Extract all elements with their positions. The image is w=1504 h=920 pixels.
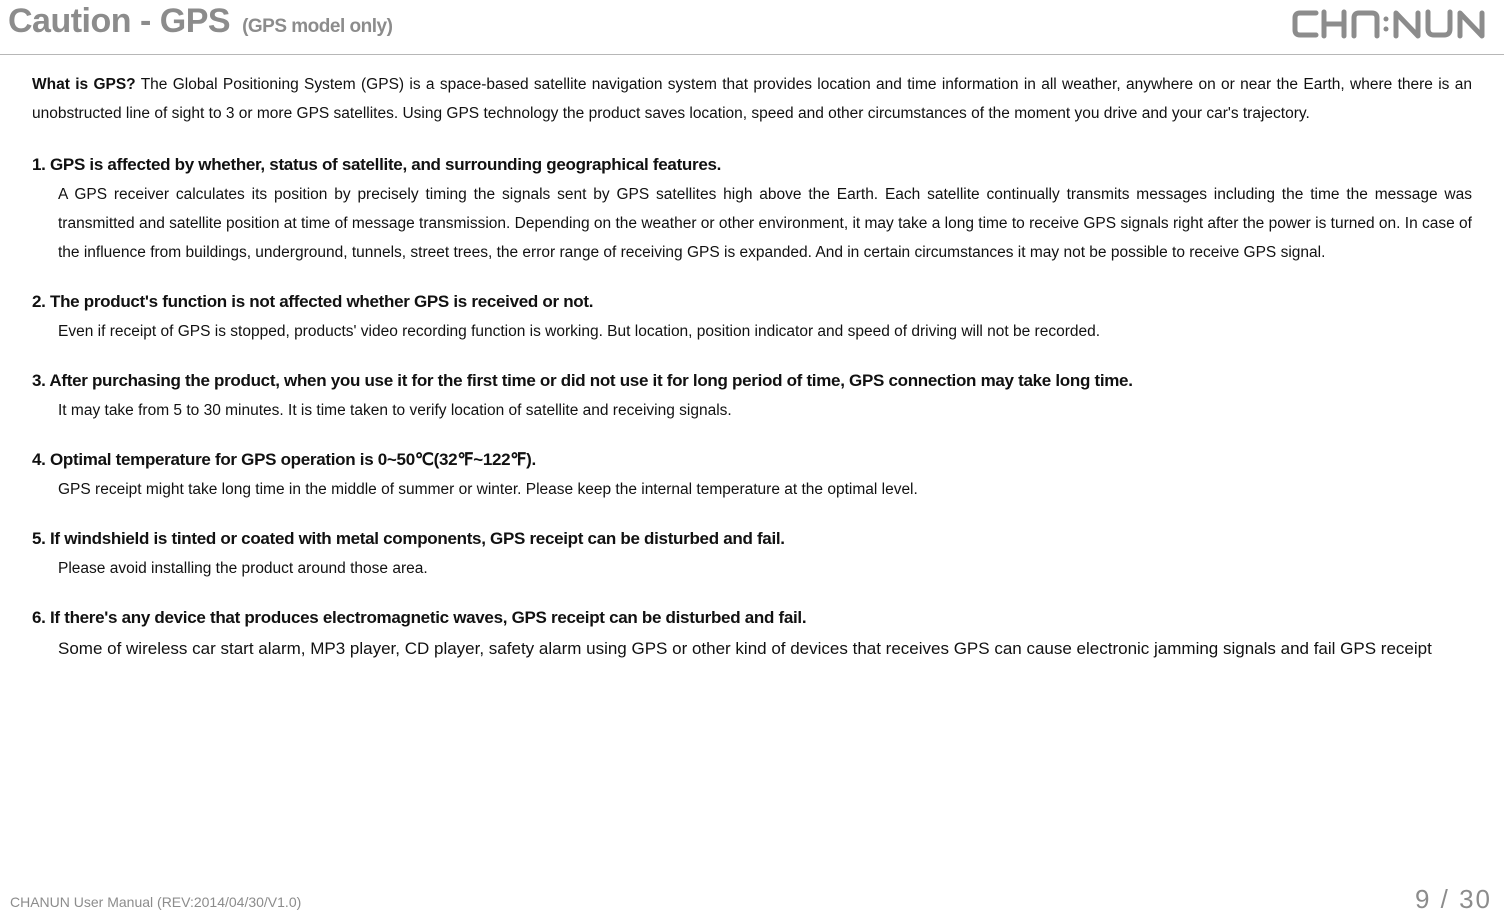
main-content (32, 70, 1472, 685)
section-body: Some of wireless car start alarm, MP3 player, CD player, safety alarm using GPS or other kind of devices that receives GPS can cause electronic jamming signals and fail GPS receipt (58, 639, 1432, 658)
caution-section-2 (32, 287, 1472, 346)
caution-section-6 (32, 603, 1472, 665)
section-body: Even if receipt of GPS is stopped, products' video recording function is working. But location, position indicator and speed of driving will not be recorded. (58, 323, 1101, 340)
section-heading: 3. After purchasing the product, when you use it for the first time or did not use it for long period of time, GPS connection may take long time. (32, 371, 1133, 390)
manual-revision: CHANUN User Manual (REV:2014/04/30/V1.0) (10, 894, 302, 910)
page-header (0, 0, 1504, 55)
section-body: GPS receipt might take long time in the middle of summer or winter. Please keep the internal temperature at the optimal level. (58, 481, 918, 498)
intro-lead: What is GPS? (32, 76, 136, 93)
page-title-main: Caution - GPS (8, 2, 231, 40)
section-heading: 4. Optimal temperature for GPS operation is 0~50℃(32℉~122℉). (32, 450, 536, 469)
section-heading: 1. GPS is affected by whether, status of satellite, and surrounding geographical features. (32, 155, 722, 174)
section-heading: 6. If there's any device that produces electromagnetic waves, GPS receipt can be disturbed and fail. (32, 608, 807, 627)
section-body: A GPS receiver calculates its position by precisely timing the signals sent by GPS satellites high above the Earth. Each satellite continually transmits messages including the time the message was transmitted and satellite position at time of message transmission. Depending on the weather or other environment, it may take a long time to receive GPS signals right after the power is turned on. In case of the influence from buildings, underground, tunnels, street trees, the error range of receiving GPS is expanded. And in certain circumstances it may not be possible to receive GPS signal. (58, 186, 1472, 261)
chanun-logo (1292, 9, 1492, 39)
intro-paragraph (32, 70, 1472, 128)
section-heading: 5. If windshield is tinted or coated with metal components, GPS receipt can be disturbed and fail. (32, 529, 785, 548)
page-title (8, 2, 392, 41)
caution-section-3 (32, 366, 1472, 425)
section-body: Please avoid installing the product around those area. (58, 560, 428, 577)
caution-section-4 (32, 445, 1472, 504)
caution-section-5 (32, 524, 1472, 583)
section-body: It may take from 5 to 30 minutes. It is time taken to verify location of satellite and receiving signals. (58, 402, 732, 419)
section-heading: 2. The product's function is not affected whether GPS is received or not. (32, 292, 594, 311)
caution-section-1 (32, 150, 1472, 267)
page-number: 9 / 30 (1414, 884, 1492, 914)
page-title-subtitle: (GPS model only) (242, 16, 393, 37)
intro-text: The Global Positioning System (GPS) is a space-based satellite navigation system that provides location and time information in all weather, anywhere on or near the Earth, where there is an unobstructed line of sight to 3 or more GPS satellites. Using GPS technology the product saves location, speed and other circumstances of the moment you drive and your car's trajectory. (32, 76, 1472, 122)
